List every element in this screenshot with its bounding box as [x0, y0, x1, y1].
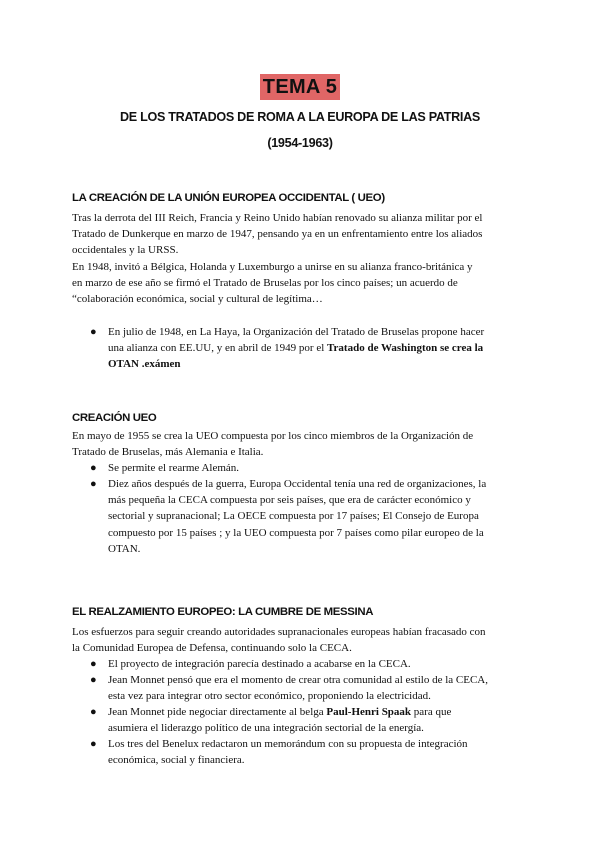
text-line: Jean Monnet pensó que era el momento de crear otra comunidad al estilo de la CECA, — [108, 674, 488, 686]
text-line: sectorial y supranacional; La OECE compuesta por 17 países; El Consejo de Europa — [108, 510, 479, 523]
text-line: En mayo de 1955 se crea la UEO compuesta por los cinco miembros de la Organización de — [72, 430, 474, 442]
paragraph — [72, 210, 532, 307]
text-line: más pequeña la CECA compuesta por seis países, que era de carácter económico y — [108, 494, 471, 507]
text-line: occidentales y la URSS. — [72, 244, 179, 257]
text-line: Tras la derrota del III Reich, Francia y Reino Unido habían renovado su alianza militar por el — [72, 212, 483, 224]
paragraph — [72, 624, 532, 656]
bullet-icon: ● — [90, 706, 97, 718]
bullet-icon: ● — [90, 658, 97, 670]
text-line: esta vez para integrar otro sector económico, proponiendo la electricidad. — [108, 690, 431, 703]
bold-text: Tratado de Washington se crea la — [327, 342, 484, 355]
bullet-icon: ● — [90, 674, 97, 686]
text-line: Los tres del Benelux redactaron un memorándum con su propuesta de integración — [108, 738, 468, 750]
text-span: para que — [411, 706, 452, 718]
text-line: En 1948, invitó a Bélgica, Holanda y Luxemburgo a unirse en su alianza franco-británica y — [72, 260, 473, 273]
bold-text: Paul-Henri Spaak — [326, 706, 412, 718]
text-span: Jean Monnet pide negociar directamente al belga — [108, 706, 327, 718]
text-line — [108, 340, 528, 356]
section-heading-creacion-ueo: CREACIÓN UEO — [72, 412, 157, 424]
bold-text: OTAN .exámen — [108, 358, 181, 371]
text-line: “colaboración económica, social y cultural de legítima… — [72, 293, 323, 306]
subtitle-line-1: DE LOS TRATADOS DE ROMA A LA EUROPA DE LAS PATRIAS — [119, 110, 480, 124]
text-line: compuesto por 15 países ; y la UEO compuesta por 7 países como pilar europeo de la — [108, 526, 484, 539]
text-line: Tratado de Dunkerque en marzo de 1947, pensando ya en un enfrentamiento entre los aliados — [72, 228, 483, 241]
text-line: OTAN. — [108, 542, 141, 555]
page-title: TEMA 5 — [260, 74, 340, 100]
text-line — [108, 704, 528, 720]
text-line: El proyecto de integración parecía destinado a acabarse en la CECA. — [108, 658, 411, 670]
text-span: una alianza con EE.UU, y en abril de 1949 por el — [108, 342, 328, 355]
bullet-icon: ● — [90, 738, 97, 750]
text-line: Los esfuerzos para seguir creando autoridades supranacionales europeas habían fracasado con — [72, 626, 486, 638]
text-line: en marzo de ese año se firmó el Tratado de Bruselas por los cinco países; un acuerdo de — [72, 276, 458, 289]
title-container — [0, 74, 600, 100]
bullet-icon: ● — [90, 462, 97, 474]
text-line: la Comunidad Europea de Defensa, continuando solo la CECA. — [72, 642, 352, 655]
bullet-icon: ● — [90, 326, 97, 338]
section-heading-ueo-creation: LA CREACIÓN DE LA UNIÓN EUROPEA OCCIDENTAL ( UEO) — [72, 192, 385, 204]
bullet-icon: ● — [90, 478, 97, 490]
text-line: Diez años después de la guerra, Europa Occidental tenía una red de organizaciones, la — [108, 478, 487, 490]
text-line: En julio de 1948, en La Haya, la Organización del Tratado de Bruselas propone hacer — [108, 326, 485, 338]
text-line: Se permite el rearme Alemán. — [108, 462, 240, 474]
text-line: económica, social y financiera. — [108, 754, 245, 767]
subtitle-line-2: (1954-1963) — [267, 136, 333, 150]
text-line: Tratado de Bruselas, más Alemania e Italia. — [72, 446, 264, 459]
text-line: asumiera el liderazgo político de una integración sectorial de la energía. — [108, 722, 424, 735]
section-heading-messina: EL REALZAMIENTO EUROPEO: LA CUMBRE DE MESSINA — [72, 606, 374, 618]
paragraph — [72, 428, 532, 460]
